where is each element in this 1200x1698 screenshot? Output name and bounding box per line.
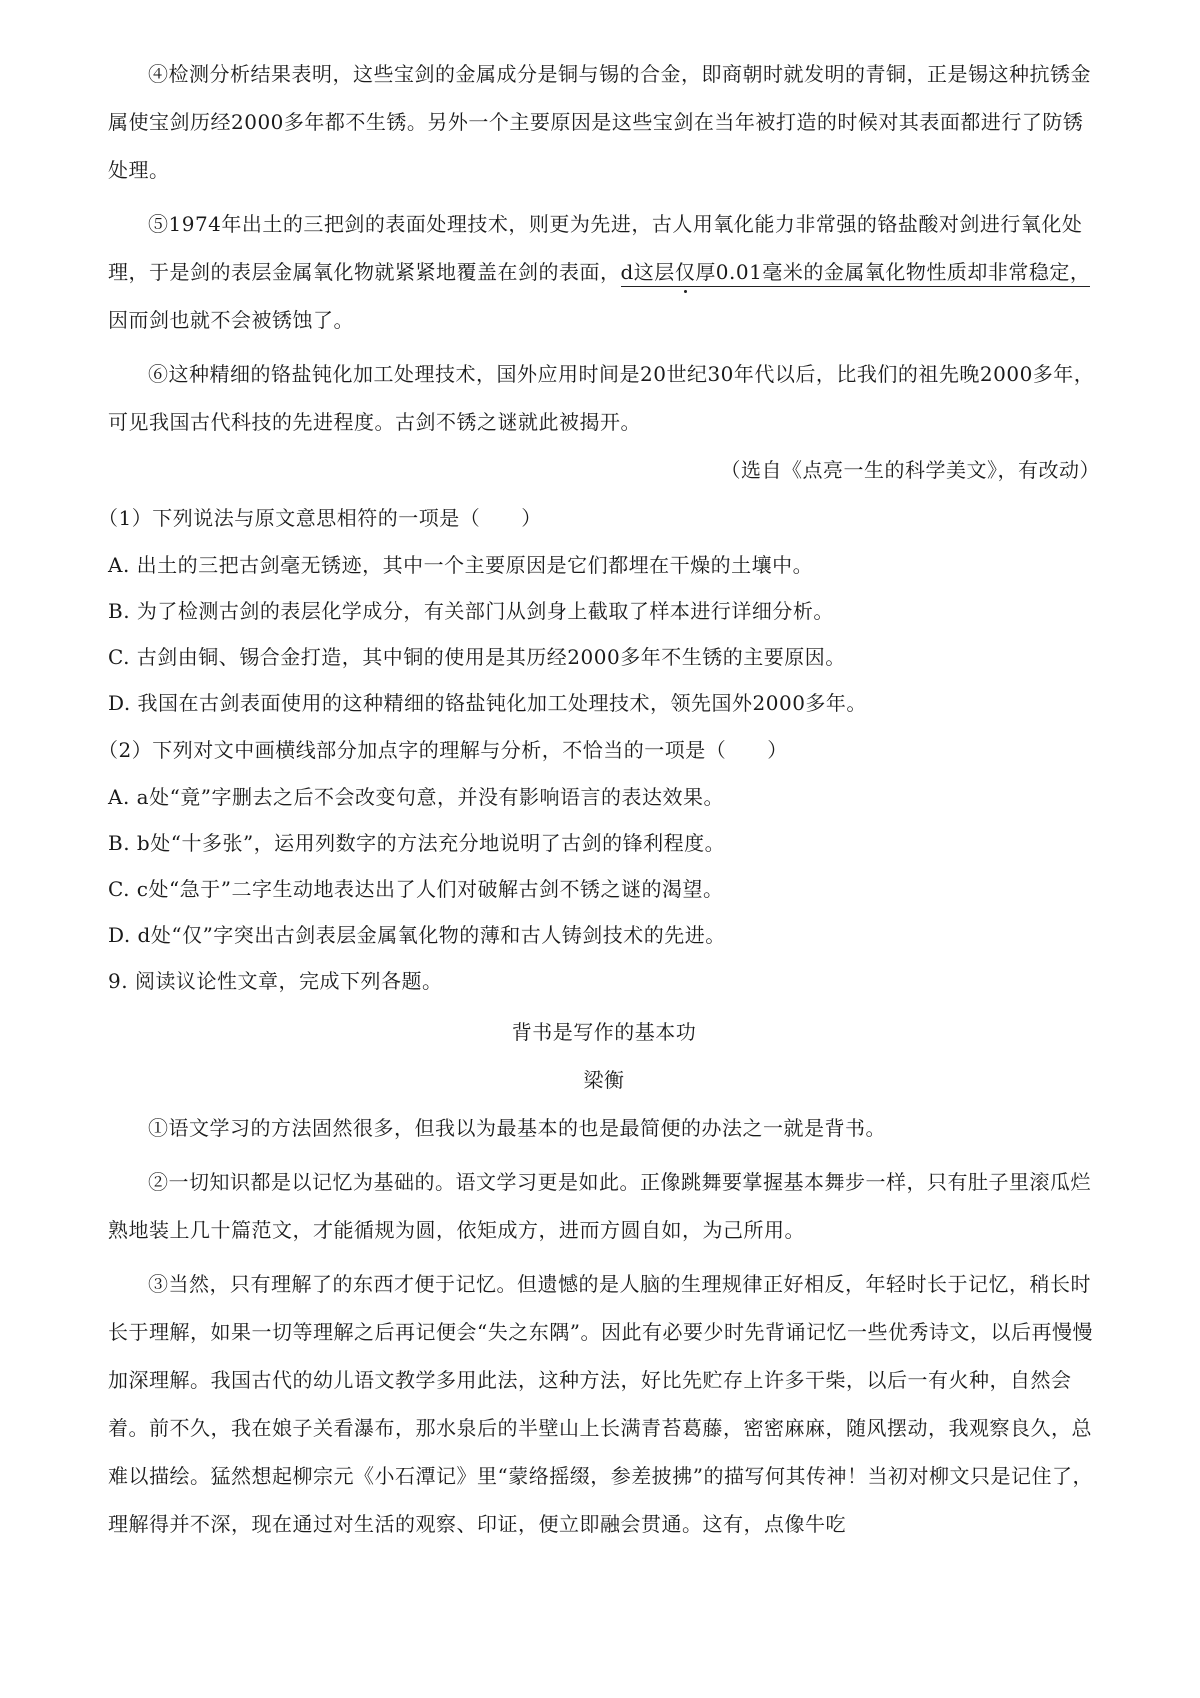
- question-1-stem: （1）下列说法与原文意思相符的一项是（ ）: [98, 506, 542, 530]
- essay-para-2: ②一切知识都是以记忆为基础的。语文学习更是如此。正像跳舞要掌握基本舞步一样，只有肚子里滚瓜烂熟地装上几十篇范文，才能循规为圆，依矩成方，进而方圆自如，为己所用。: [108, 1170, 1091, 1242]
- essay-para-1: ①语文学习的方法固然很多，但我以为最基本的也是最简便的办法之一就是背书。: [148, 1116, 886, 1140]
- question-1-option-b: B. 为了检测古剑的表层化学成分，有关部门从剑身上截取了样本进行详细分析。: [108, 599, 834, 623]
- underlined-text-a: d这层: [620, 260, 675, 284]
- passage-para-6: ⑥这种精细的铬盐钝化加工处理技术，国外应用时间是20世纪30年代以后，比我们的祖先晚2000多年，可见我国古代科技的先进程度。古剑不锈之谜就此被揭开。: [108, 362, 1095, 434]
- passage-para-5: [108, 200, 1100, 344]
- para-5-ending: 因而剑也就不会被锈蚀了。: [108, 308, 354, 332]
- question-1-option-c: C. 古剑由铜、锡合金打造，其中铜的使用是其历经2000多年不生锈的主要原因。: [108, 645, 846, 669]
- question-2-option-a: A. a处“竟”字删去之后不会改变句意，并没有影响语言的表达效果。: [108, 785, 725, 809]
- essay-para-3: ③当然，只有理解了的东西才便于记忆。但遗憾的是人脑的生理规律正好相反，年轻时长于记忆，稍长时长于理解，如果一切等理解之后再记便会“失之东隅”。因此有必要少时先背诵记忆一些优秀诗文，以后再慢慢加深理解。我国古代的幼儿语文教学多用此法，这种方法，好比先贮存上许多干柴，以后一有火种，自然会着。前不久，我在娘子关看瀑布，那水泉后的半壁山上长满青苔葛藤，密密麻麻，随风摆动，我观察良久，总难以描绘。猛然想起柳宗元《小石潭记》里“蒙络摇缀，参差披拂”的描写何其传神！当初对柳文只是记住了，理解得并不深，现在通过对生活的观察、印证，便立即融会贯通。这有，点像牛吃: [108, 1272, 1093, 1536]
- question-2-option-b: B. b处“十多张”，运用列数字的方法充分地说明了古剑的锋利程度。: [108, 831, 726, 855]
- dotted-char-jin: 仅: [674, 260, 696, 284]
- question-2-option-d: D. d处“仅”字突出古剑表层金属氧化物的薄和古人铸剑技术的先进。: [108, 923, 726, 947]
- source-citation: （选自《点亮一生的科学美文》，有改动）: [720, 458, 1100, 482]
- underlined-phrase-d: [621, 260, 1091, 287]
- passage-para-4: ④检测分析结果表明，这些宝剑的金属成分是铜与锡的合金，即商朝时就发明的青铜，正是锡这种抗锈金属使宝剑历经2000多年都不生锈。另外一个主要原因是这些宝剑在当年被打造的时候对其表面都进行了防锈处理。: [108, 62, 1091, 182]
- question-2-option-c: C. c处“急于”二字生动地表达出了人们对破解古剑不锈之谜的渴望。: [108, 877, 724, 901]
- question-2-stem: （2）下列对文中画横线部分加点字的理解与分析，不恰当的一项是（ ）: [98, 738, 788, 762]
- question-9-stem: 9. 阅读议论性文章，完成下列各题。: [108, 969, 443, 993]
- question-1-option-d: D. 我国在古剑表面使用的这种精细的铬盐钝化加工处理技术，领先国外2000多年。: [108, 691, 867, 715]
- para-5-text: ⑤1974年出土的三把剑的表面处理技术，则更为先进，古人用氧化能力非常强的铬盐酸对剑进行氧化处理，于是剑的表层金属氧化物就紧紧地覆盖在剑的表面，: [108, 212, 1083, 284]
- question-1-option-a: A. 出土的三把古剑毫无锈迹，其中一个主要原因是它们都埋在干燥的土壤中。: [108, 553, 814, 577]
- underlined-text-b: 厚0.01毫米的金属氧化物性质却非常稳定，: [695, 260, 1091, 284]
- essay-title: 背书是写作的基本功: [511, 1020, 697, 1044]
- essay-author: 梁衡: [583, 1068, 625, 1092]
